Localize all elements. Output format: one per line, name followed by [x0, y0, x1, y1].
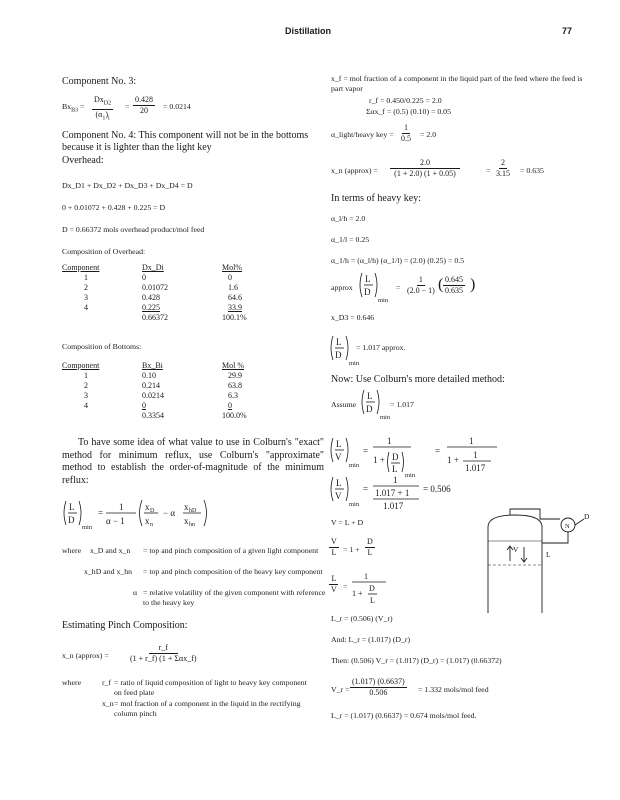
distillate-line	[575, 519, 584, 525]
xf-definition: x_f = mol fraction of a component in the liquid part of the feed where the feed is part vapor	[331, 74, 583, 93]
pinch-heading: Estimating Pinch Composition:	[62, 620, 188, 631]
table-header: Mol%	[222, 263, 242, 272]
svg-text:V: V	[335, 452, 342, 462]
where-label-2: where	[62, 678, 82, 687]
svg-text:L: L	[336, 337, 342, 347]
pinch-eq-fraction: r_f (1 + r_f) (1 + Σαx_f)	[130, 643, 197, 663]
table-row: 4 0.225 33.9	[84, 303, 242, 312]
overhead-composition-label: Composition of Overhead:	[62, 247, 146, 256]
assume-label: Assume	[331, 400, 357, 409]
where-label: where	[62, 546, 82, 555]
svg-text:min: min	[349, 501, 360, 508]
alpha-ll: α_1/l = 0.25	[331, 235, 370, 244]
svg-text:min: min	[349, 360, 360, 367]
table-row: 3 0.428 64.6	[84, 293, 242, 302]
approx-fraction-2: $\frac{0.645}{0.635}$	[445, 275, 463, 295]
where-def-2: = top and pinch composition of the heavy key component	[143, 567, 323, 576]
detailed-method-heading: Now: Use Colburn's more detailed method:	[331, 374, 505, 385]
where2-term-2: x_n	[102, 699, 114, 708]
heavy-key-heading: In terms of heavy key:	[331, 193, 421, 204]
liquid-label: L	[546, 550, 551, 559]
d-value: D = 0.66372 mols overhead product/mol feed	[62, 225, 205, 234]
svg-text:1: 1	[387, 436, 392, 446]
svg-text:1 +: 1 +	[447, 455, 459, 465]
comp3-result: = 0.0214	[163, 102, 191, 111]
distillate-label: D	[584, 512, 590, 521]
component-3-heading: Component No. 3:	[62, 76, 137, 87]
svg-text:D: D	[366, 404, 373, 414]
comp3-equation-lhs: $Bx_{B3}$ =	[62, 102, 85, 114]
alpha-light-heavy-fraction: $\frac{1}{0.5}$	[401, 123, 411, 143]
svg-text:=: =	[435, 446, 441, 456]
svg-text:1 +: 1 +	[352, 589, 363, 598]
table-row: 4 0 0	[84, 401, 232, 410]
approx-label: approx	[331, 283, 353, 292]
overhead-sum-equation: Dx_D1 + Dx_D2 + Dx_D3 + Dx_D4 = D	[62, 181, 193, 190]
table-header: Dx_Di	[142, 263, 164, 272]
sum-alpha-xf: Σαx_f = (0.5) (0.10) = 0.05	[366, 107, 451, 116]
table-row: 3 0.0214 6.3	[84, 391, 238, 400]
bottoms-composition-label: Composition of Bottoms:	[62, 342, 142, 351]
rf-value: r_f = 0.450/0.225 = 2.0	[369, 96, 442, 105]
page-number: 77	[562, 26, 573, 36]
svg-text:min: min	[378, 297, 389, 304]
svg-text:min: min	[380, 414, 391, 421]
svg-text:n: n	[150, 522, 153, 528]
svg-text:L: L	[370, 596, 375, 605]
table-row: 1 0.10 29.9	[84, 371, 242, 380]
svg-text:L: L	[336, 439, 342, 449]
svg-text:hn: hn	[189, 522, 195, 528]
table-header: Mol %	[222, 361, 244, 370]
svg-text:1.017: 1.017	[465, 463, 486, 473]
xn-fraction-2: $\frac{2}{3.15}$	[496, 158, 510, 178]
column-top-dome	[488, 515, 542, 527]
svg-text:α − 1: α − 1	[106, 516, 125, 526]
svg-text:=: =	[363, 446, 369, 456]
lv-fraction	[350, 570, 390, 610]
table-header: Component	[62, 361, 100, 370]
table-row: 2 0.214 63.8	[84, 381, 242, 390]
vr-fraction: $\frac{(1.017) (0.6637)}{0.506}$	[352, 677, 405, 697]
svg-text:1: 1	[473, 450, 478, 460]
where2-term-1: r_f	[102, 678, 112, 687]
svg-text:1 +: 1 +	[373, 455, 385, 465]
svg-text:1: 1	[119, 502, 124, 512]
svg-text:min: min	[405, 472, 416, 479]
approx-fraction-1: $\frac{1}{(2.0 - 1)}$	[407, 275, 435, 295]
table-header: Bx_Bi	[142, 361, 163, 370]
svg-text:D: D	[335, 350, 342, 360]
pinch-eq-lhs: x_n (approx) =	[62, 651, 109, 660]
xd3-value: x_D3 = 0.646	[331, 313, 375, 322]
assume-value: = 1.017	[390, 400, 414, 409]
where-term-3: α	[133, 588, 138, 597]
svg-text:x: x	[145, 502, 150, 512]
svg-text:=: =	[98, 508, 104, 518]
v-equals-l-plus-d: V = L + D	[331, 518, 364, 527]
svg-text:1.017: 1.017	[383, 501, 404, 511]
bottoms-table	[62, 361, 290, 421]
comp3-fraction-2: $\frac{0.428}{20}$	[135, 95, 153, 115]
svg-text:1.017 + 1: 1.017 + 1	[375, 488, 410, 498]
xn-fraction-1: $\frac{2.0}{(1 + 2.0) (1 + 0.05)}$	[390, 158, 460, 179]
lr-final: L_r = (1.017) (0.6637) = 0.674 mols/mol feed.	[331, 711, 477, 720]
svg-text:hD: hD	[189, 508, 197, 514]
vr-lhs: V_r =	[331, 685, 350, 694]
svg-text:1: 1	[393, 475, 398, 485]
alpha-light-heavy-lhs: α_light/heavy key =	[331, 130, 394, 139]
overhead-sum-values: 0 + 0.01072 + 0.428 + 0.225 = D	[62, 203, 166, 212]
lr-equation: L_r = (0.506) (V_r)	[331, 614, 393, 623]
svg-text:min: min	[82, 524, 93, 531]
where-def-1: = top and pinch composition of a given light component	[143, 546, 319, 555]
v-over-l: $\frac{V}{L}$	[331, 537, 337, 557]
table-header: Component	[62, 263, 100, 272]
table-total-row: 0.66372 100.1%	[142, 313, 247, 322]
svg-text:1: 1	[364, 572, 368, 581]
svg-text:D: D	[369, 584, 375, 593]
and-line: And: L_r = (1.017) (D_r)	[331, 635, 411, 644]
component-4-text: Component No. 4: This component will not be in the bottoms because it is lighter than the light key	[62, 130, 309, 153]
formula-d: D	[68, 515, 75, 525]
where-term-1: x_D and x_n	[90, 546, 131, 555]
xn-approx-lhs: x_n (approx) =	[331, 166, 378, 175]
svg-text:V: V	[335, 491, 342, 501]
svg-text:L: L	[336, 478, 342, 488]
svg-text:D: D	[150, 508, 155, 514]
alpha-light-heavy-result: = 2.0	[420, 130, 437, 139]
colburn-paragraph: To have some idea of what value to use in Colburn's "exact" method for minimum reflux, use Colburn's "approximate" method to establish the order-of-magnitude of the minimum reflux:	[62, 437, 324, 486]
svg-text:=: =	[363, 484, 369, 494]
svg-text:x: x	[145, 516, 150, 526]
where2-def-1: = ratio of liquid composition of light to heavy key component on feed plate	[114, 678, 307, 697]
table-row: 1 0 0	[84, 273, 232, 282]
alpha-lh: α_l/h = 2.0	[331, 214, 366, 223]
svg-text:D: D	[392, 452, 399, 462]
comp3-fraction-1: $Dx_{D2}$ $(\alpha_1)_i$	[94, 95, 112, 122]
l-over-v: $\frac{L}{V}$	[331, 574, 337, 594]
svg-text:= 0.506: = 0.506	[423, 484, 451, 494]
where-def-3: = relative volatility of the given component with reference to the heavy key	[143, 588, 326, 607]
vapor-label: V	[513, 545, 519, 554]
d-over-l: $\frac{D}{L}$	[367, 537, 373, 557]
overhead-table	[62, 263, 290, 323]
svg-text:D: D	[364, 287, 371, 297]
overhead-label: Overhead:	[62, 155, 104, 166]
svg-text:L: L	[365, 274, 371, 284]
then-line: Then: (0.506) V_r = (1.017) (D_r) = (1.017) (0.66372)	[331, 656, 502, 665]
svg-text:min: min	[349, 462, 360, 469]
svg-text:1: 1	[469, 436, 474, 446]
svg-text:L: L	[392, 464, 398, 474]
condenser-label: N	[565, 523, 570, 530]
where-term-2: x_hD and x_hn	[84, 567, 133, 576]
running-header-title: Distillation	[285, 26, 332, 36]
xn-result: = 0.635	[520, 166, 544, 175]
svg-text:x: x	[184, 516, 189, 526]
where2-def-2: = mol fraction of a component in the liquid in the rectifying column pinch	[114, 699, 301, 718]
min-reflux-formula	[60, 497, 260, 533]
approx-ld-symbol	[358, 270, 398, 306]
svg-text:x: x	[184, 502, 189, 512]
table-row: 2 0.01072 1.6	[84, 283, 238, 292]
vr-result: = 1.332 mols/mol feed	[418, 685, 489, 694]
reflux-line	[542, 532, 568, 543]
formula-l: L	[69, 502, 75, 512]
alpha-1h: α_1/h = (α_l/h) (α_1/l) = (2.0) (0.25) = 0.5	[331, 256, 465, 265]
column-diagram	[480, 505, 590, 615]
table-total-row: 0.3354 100.0%	[142, 411, 247, 420]
svg-text:− α: − α	[163, 508, 176, 518]
svg-text:L: L	[367, 391, 373, 401]
ld-approx-value: = 1.017 approx.	[356, 343, 406, 352]
